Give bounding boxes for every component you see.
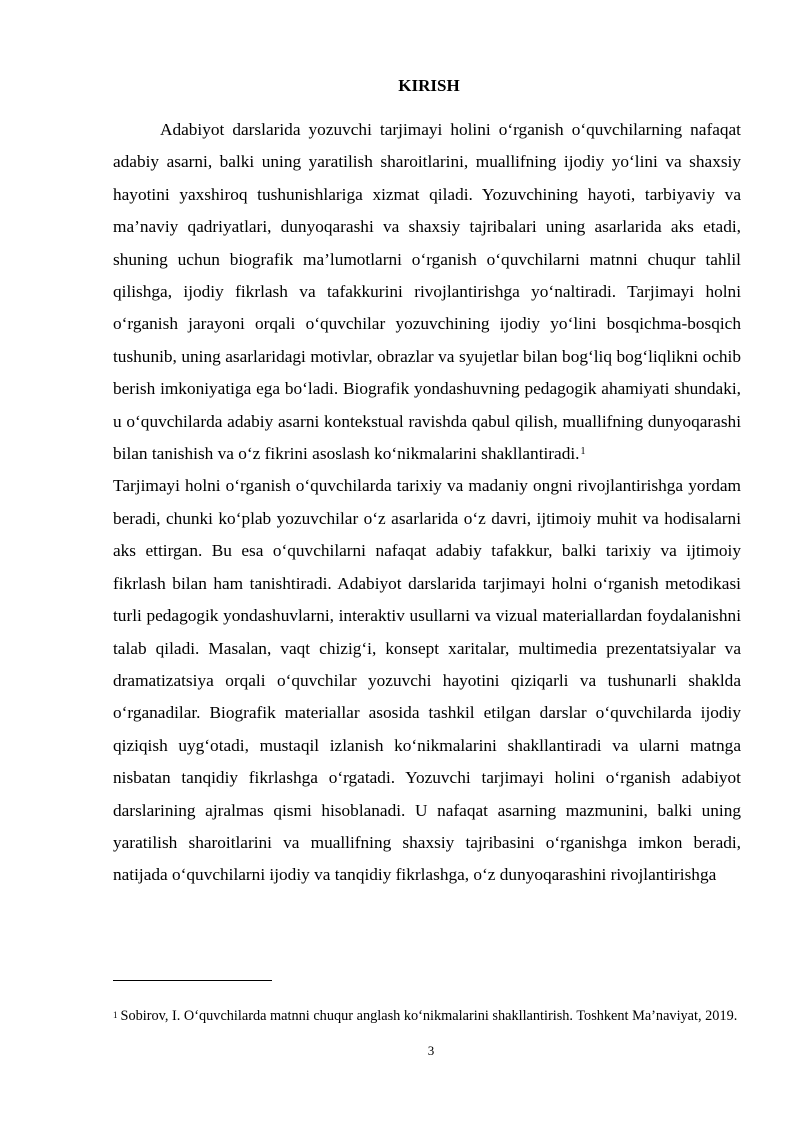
footnote-text: Sobirov, I. O‘quvchilarda matnni chuqur anglash ko‘nikmalarini shakllantirish. Toshkent Ma’naviyat, 2019. <box>120 1008 738 1024</box>
paragraph-text-before-ref: Adabiyot darslarida yozuvchi tarjimayi holini o‘rganish o‘quvchilarning nafaqat adabiy asarni, balki uning yaratilish sharoitlarini, muallifning ijodiy yo‘lini va shaxsiy hayotini yaxshiroq tushunishlariga xizmat qiladi. Yozuvchining hayoti, tarbiyaviy va ma’naviy qadriyatlari, dunyoqarashi va shaxsiy tajribalari uning asarlarida aks etadi, shuning uchun biografik ma’lumotlarni o‘rganish o‘quvchilarni matnni chuqur tahlil qilishga, ijodiy fikrlash va tafakkurini rivojlantirishga yo‘naltiradi. Tarjimayi holni o‘rganish jarayoni orqali o‘quvchilar yozuvchining ijodiy yo‘lini bosqichma-bosqich tushunib, uning asarlaridagi motivlar, obrazlar va syujetlar bilan bog‘liq bog‘liqlikni ochib berish imkoniyatiga ega bo‘ladi. Biografik yondashuvning pedagogik ahamiyati shundaki, u o‘quvchilarda adabiy asarni kontekstual ravishda qabul qilish, muallifning dunyoqarashi bilan tanishish va o‘z fikrini asoslash ko‘nikmalarini shakllantiradi. <box>113 120 741 464</box>
footnote-separator <box>113 980 272 981</box>
footnote <box>113 1003 741 1029</box>
footnote-reference[interactable]: 1 <box>580 446 586 458</box>
paragraph-text-after-ref: Tarjimayi holni o‘rganish o‘quvchilarda tarixiy va madaniy ongni rivojlantirishga yordam beradi, chunki ko‘plab yozuvchilar o‘z asarlarida o‘z davri, ijtimoiy muhit va hodisalarni aks ettirgan. Bu esa o‘quvchilarni nafaqat adabiy tafakkur, balki tarixiy va ijtimoiy fikrlash bilan ham tanishtiradi. Adabiyot darslarida tarjimayi holni o‘rganish metodikasi turli pedagogik yondashuvlarni, interaktiv usullarni va vizual materiallardan foydalanishni talab qiladi. Masalan, vaqt chizig‘i, konsept xaritalar, multimedia prezentatsiyalar va dramatizatsiya orqali o‘quvchilar yozuvchi hayotini qiziqarli va tushunarli shaklda o‘rganadilar. Biografik materiallar asosida tashkil etilgan darslar o‘quvchilarda ijodiy qiziqish uyg‘otadi, mustaqil izlanish ko‘nikmalarini shakllantiradi va ularni matnga nisbatan tanqidiy fikrlashga o‘rgatadi. Yozuvchi tarjimayi holini o‘rganish adabiyot darslarining ajralmas qismi hisoblanadi. U nafaqat asarning mazmunini, balki uning yaratilish sharoitlarini va muallifning shaxsiy tajribasini o‘rganishga imkon beradi, natijada o‘quvchilarni ijodiy va tanqidiy fikrlashga, o‘z dunyoqarashini rivojlantirishga <box>113 476 741 885</box>
body-paragraph <box>113 114 741 892</box>
section-heading: KIRISH <box>398 76 460 95</box>
page-number: 3 <box>427 1043 435 1058</box>
footnote-number: 1 <box>113 1010 118 1020</box>
body-text <box>113 114 741 892</box>
